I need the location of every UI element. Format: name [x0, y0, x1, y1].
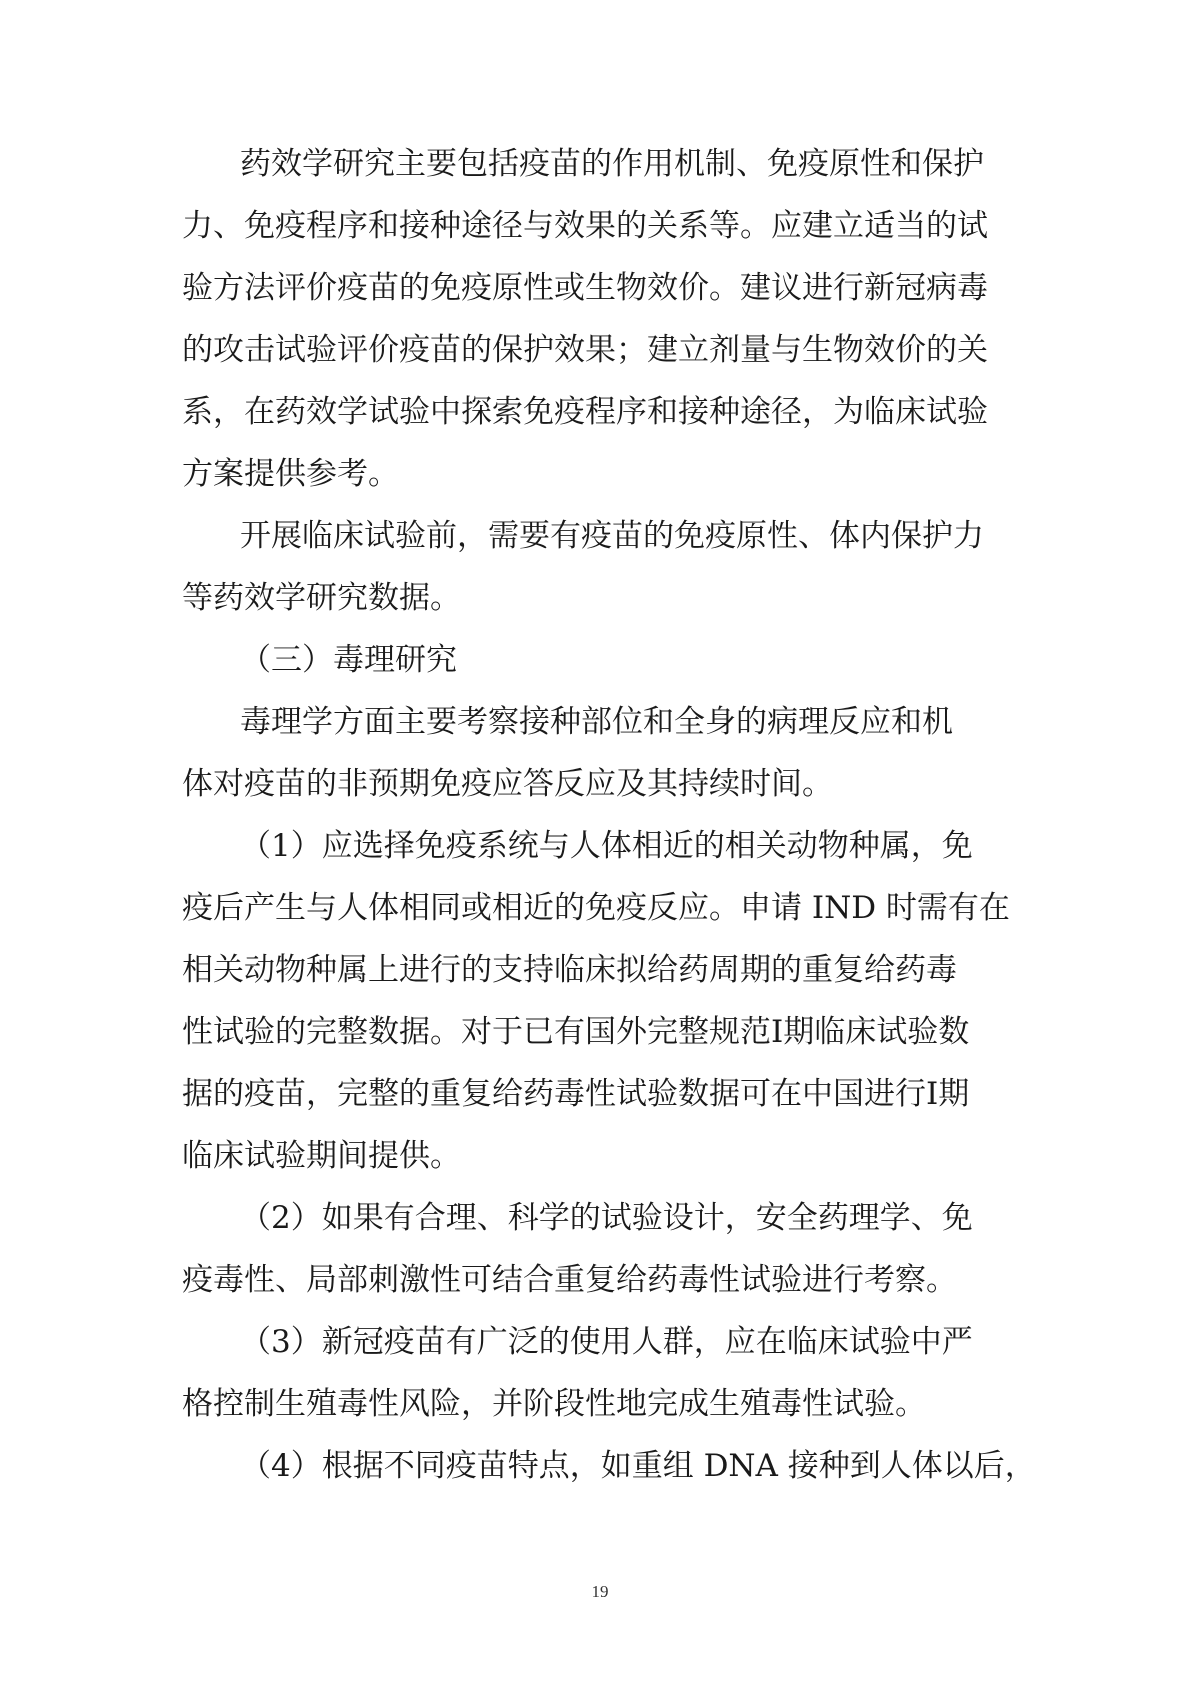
- text-line: 临床试验期间提供。: [182, 1138, 461, 1174]
- text-line: 疫毒性、局部刺激性可结合重复给药毒性试验进行考察。: [182, 1262, 957, 1298]
- text-line: 力、免疫程序和接种途径与效果的关系等。应建立适当的试: [182, 208, 988, 244]
- text-line: （1）应选择免疫系统与人体相近的相关动物种属，免: [240, 828, 973, 864]
- text-line: （4）根据不同疫苗特点，如重组 DNA 接种到人体以后，: [240, 1448, 1036, 1484]
- text-line: 据的疫苗，完整的重复给药毒性试验数据可在中国进行Ⅰ期: [182, 1076, 970, 1112]
- text-line: 毒理学方面主要考察接种部位和全身的病理反应和机: [240, 704, 953, 740]
- text-line: 相关动物种属上进行的支持临床拟给药周期的重复给药毒: [182, 952, 957, 988]
- text-line: 疫后产生与人体相同或相近的免疫反应。申请 IND 时需有在: [182, 890, 1010, 926]
- text-line: 性试验的完整数据。对于已有国外完整规范Ⅰ期临床试验数: [182, 1014, 970, 1050]
- text-line: 方案提供参考。: [182, 456, 399, 492]
- text-line: 等药效学研究数据。: [182, 580, 461, 616]
- text-line: 格控制生殖毒性风险，并阶段性地完成生殖毒性试验。: [182, 1386, 926, 1422]
- text-line: （2）如果有合理、科学的试验设计，安全药理学、免: [240, 1200, 973, 1236]
- text-line: 体对疫苗的非预期免疫应答反应及其持续时间。: [182, 766, 833, 802]
- text-line: 开展临床试验前，需要有疫苗的免疫原性、体内保护力: [240, 518, 984, 554]
- text-line: （3）新冠疫苗有广泛的使用人群，应在临床试验中严: [240, 1324, 973, 1360]
- text-line: 的攻击试验评价疫苗的保护效果；建立剂量与生物效价的关: [182, 332, 988, 368]
- text-line: 验方法评价疫苗的免疫原性或生物效价。建议进行新冠病毒: [182, 270, 988, 306]
- page-number: 19: [591, 1582, 609, 1601]
- section-heading: （三）毒理研究: [240, 642, 457, 678]
- text-line: 药效学研究主要包括疫苗的作用机制、免疫原性和保护: [240, 146, 984, 182]
- text-line: 系，在药效学试验中探索免疫程序和接种途径，为临床试验: [182, 394, 988, 430]
